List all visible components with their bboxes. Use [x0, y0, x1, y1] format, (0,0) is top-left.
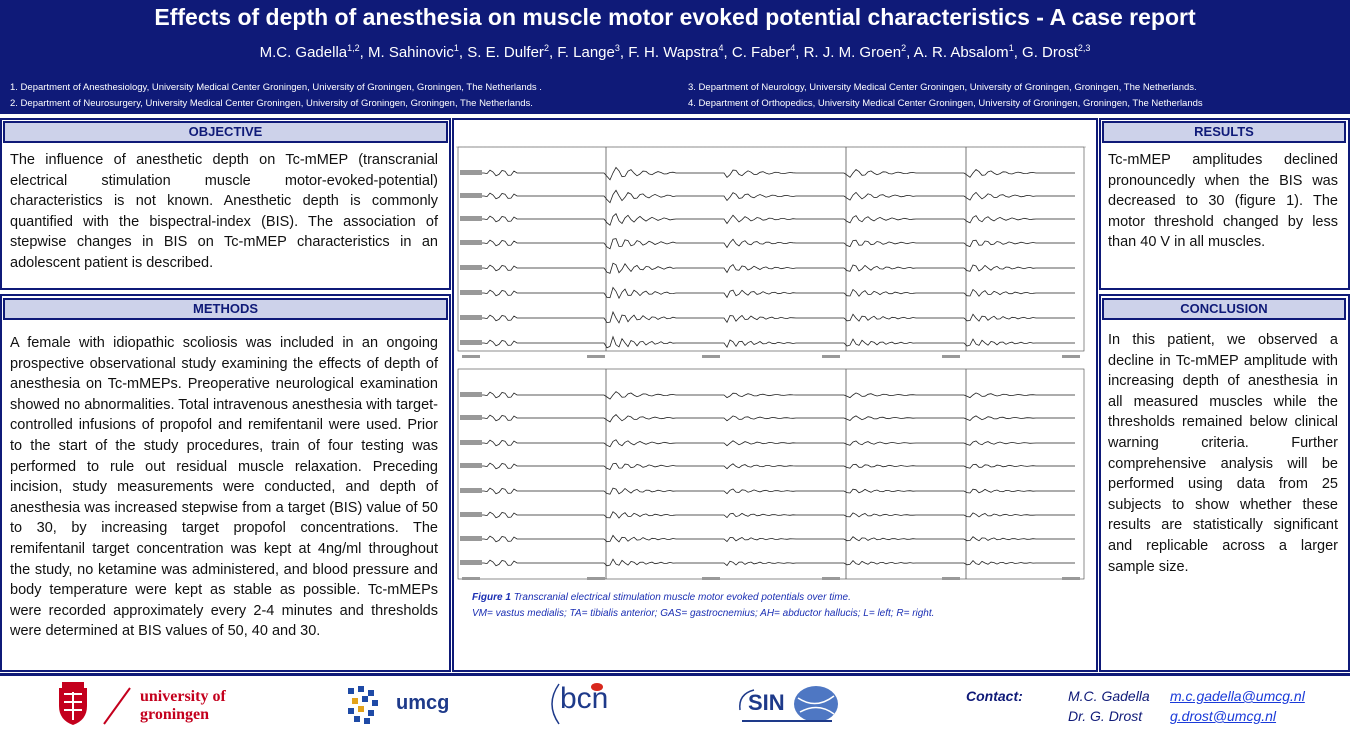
axis-annotation-mark — [822, 577, 840, 580]
author: F. Lange$^3$, — [557, 43, 629, 61]
rug-crest-icon — [56, 680, 90, 726]
results-text: Tc-mMEP amplitudes declined pronouncedly when the BIS was decreased to 30 (figure 1). The motor threshold changed by less than 40 V in all muscles. — [1108, 152, 1338, 251]
mep-trace — [466, 263, 1075, 273]
umcg-emblem-icon — [344, 684, 390, 726]
axis-annotation-mark — [822, 355, 840, 358]
affiliation-3: 3. Department of Neurology, University Medical Center Groningen, University of Groningen, Groningen, The Netherlands. — [688, 82, 1197, 93]
axis-annotation-mark — [587, 355, 605, 358]
axis-annotation-mark — [462, 355, 480, 358]
trace-label-mark — [460, 415, 482, 420]
affiliation-4: 4. Department of Orthopedics, University Medical Center Groningen, University of Groningen, Groningen, The Netherlands — [688, 98, 1203, 109]
axis-annotation-mark — [702, 577, 720, 580]
author: C. Faber$^4$, — [731, 43, 804, 61]
contact-name-2: Dr. G. Drost — [1068, 708, 1143, 724]
mep-trace — [466, 392, 1075, 400]
axis-annotation-mark — [1062, 355, 1080, 358]
axis-annotation-mark — [702, 355, 720, 358]
sin-logo-text: SIN — [748, 690, 785, 715]
affiliations-left — [10, 80, 542, 112]
mep-trace — [466, 239, 1075, 249]
rug-logo-text: university of groningen — [140, 688, 226, 723]
contact-email-1[interactable]: m.c.gadella@umcg.nl — [1170, 688, 1305, 704]
mep-traces-figure — [456, 143, 1096, 583]
mep-trace — [466, 288, 1075, 299]
mep-trace — [466, 337, 1075, 348]
bcn-logo-text: bcn — [560, 682, 609, 715]
axis-annotation-mark — [462, 577, 480, 580]
trace-label-mark — [460, 536, 482, 541]
axis-annotation-mark — [942, 577, 960, 580]
conclusion-heading: CONCLUSION — [1102, 298, 1346, 320]
trace-label-mark — [460, 512, 482, 517]
axis-annotation-mark — [942, 355, 960, 358]
caption-line-2: VM= vastus medialis; TA= tibialis anterior; GAS= gastrocnemius; AH= abductor hallucis; L= left; R= right. — [472, 608, 935, 619]
methods-text: A female with idiopathic scoliosis was included in an ongoing prospective observational study examining the effects of depth of anesthesia on Tc-mMEPs. Preoperative neurological examination showed no abnormalities. Total intravenous anesthesia with target-controlled infusions of propofol and remifentanil were used. Prior to the start of the study procedures, train of four testing was performed to rule out residual muscle relaxation. Preceding incision, study measurements were conducted, and depth of anesthesia was increased stepwise from a target (BIS) value of 50 to 30, by increasing target propofol concentrations. The remifentanil target concentration was kept at 4ng/ml throughout the study, no ketamine was administered, and blood pressure and body temperature were kept as stable as possible. Tc-mMEPs were recorded approximately every 2-4 minutes and thresholds were determined at BIS values of 50, 40 and 30. — [10, 335, 438, 640]
mep-trace — [466, 312, 1075, 323]
affiliation-1: 1. Department of Anesthesiology, University Medical Center Groningen, University of Groningen, Groningen, The Netherlands . — [10, 82, 542, 93]
mep-trace — [466, 167, 1075, 179]
contact-name-1: M.C. Gadella — [1068, 688, 1150, 704]
trace-label-mark — [460, 560, 482, 565]
contact-label: Contact: — [966, 688, 1023, 704]
trace-label-mark — [460, 440, 482, 445]
mep-trace — [466, 415, 1075, 422]
author: G. Drost$^{2,3}$ — [1022, 43, 1091, 61]
author: F. H. Wapstra$^4$, — [628, 43, 732, 61]
trace-label-mark — [460, 340, 482, 345]
results-heading: RESULTS — [1102, 121, 1346, 143]
mep-trace — [466, 488, 1075, 494]
trace-label-mark — [460, 488, 482, 493]
mep-trace — [466, 512, 1075, 518]
footer-divider — [0, 673, 1350, 676]
trace-label-mark — [460, 240, 482, 245]
mep-trace — [466, 440, 1075, 447]
rug-slash-icon — [100, 686, 134, 726]
objective-heading: OBJECTIVE — [3, 121, 448, 143]
author: S. E. Dulfer$^2$, — [467, 43, 558, 61]
umcg-logo-text: umcg — [396, 692, 450, 714]
trace-label-mark — [460, 265, 482, 270]
author: M. Sahinovic$^1$, — [368, 43, 468, 61]
mep-trace — [466, 190, 1075, 202]
methods-heading: METHODS — [3, 298, 448, 320]
mep-trace — [466, 463, 1075, 469]
author-list — [0, 43, 1350, 61]
trace-label-mark — [460, 392, 482, 397]
mep-trace — [466, 559, 1075, 566]
axis-annotation-mark — [587, 577, 605, 580]
figure-top-frame — [458, 147, 1084, 351]
caption-line-1: Transcranial electrical stimulation muscle motor evoked potentials over time. — [513, 592, 851, 603]
axis-annotation-mark — [1062, 577, 1080, 580]
affiliation-2: 2. Department of Neurosurgery, University Medical Center Groningen, University of Groningen, Groningen, The Netherlands. — [10, 98, 533, 109]
trace-label-mark — [460, 463, 482, 468]
figure-bottom-frame — [458, 369, 1084, 579]
author: M.C. Gadella$^{1,2}$, — [259, 43, 368, 61]
poster-title: Effects of depth of anesthesia on muscle motor evoked potential characteristics - A case report — [154, 4, 1196, 30]
figure-label: Figure 1 — [472, 592, 511, 603]
trace-label-mark — [460, 315, 482, 320]
affiliations-right — [688, 80, 1203, 112]
author: R. J. M. Groen$^2$, — [803, 43, 914, 61]
trace-label-mark — [460, 216, 482, 221]
conclusion-text: In this patient, we observed a decline in Tc-mMEP amplitude with increasing depth of anesthesia in all measured muscles while the thresholds remained below clinical warning criteria. Further comprehensive analysis will be performed using data from 25 subjects to show whether these results are statistically significant and replicable across a larger sample size. — [1108, 332, 1338, 575]
mep-trace — [466, 535, 1075, 542]
objective-text: The influence of anesthetic depth on Tc-mMEP (transcranial electrical stimulation muscle motor-evoked-potential) characteristics is not known. Anesthetic depth is commonly quantified with the bispectral-index (BIS). The association of stepwise changes in BIS on Tc-mMEP characteristics in an adolescent patient is described. — [10, 152, 438, 271]
trace-label-mark — [460, 290, 482, 295]
contact-email-2[interactable]: g.drost@umcg.nl — [1170, 708, 1277, 724]
mep-trace — [466, 214, 1075, 226]
trace-label-mark — [460, 193, 482, 198]
author: A. R. Absalom$^1$, — [913, 43, 1023, 61]
poster-header — [0, 0, 1350, 114]
trace-label-mark — [460, 170, 482, 175]
figure-caption — [472, 590, 934, 622]
